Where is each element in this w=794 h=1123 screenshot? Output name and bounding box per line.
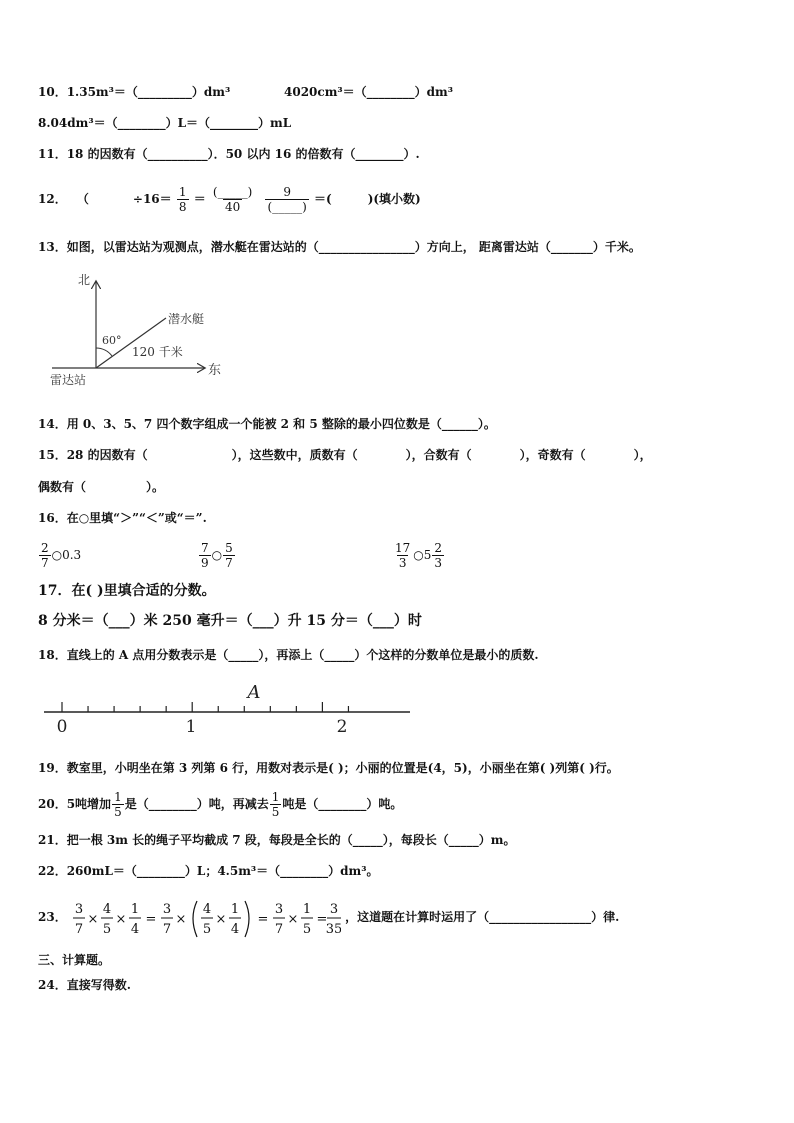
submarine-label: 潜水艇 [168, 312, 205, 326]
svg-text:3: 3 [162, 901, 172, 917]
section-3-heading: 三、计算题。 [38, 953, 111, 967]
q24: 24．直接写得数. [38, 978, 131, 992]
svg-text:=: = [257, 911, 269, 927]
svg-text:×: × [175, 911, 187, 927]
q22: 22．260mL＝（________）L；4.5m³＝（________）dm³。 [38, 864, 379, 878]
q20: 20．5吨增加 $\frac{1}{5}$ 是（________）吨，再减去 $\frac{1}{5}$ 吨是（________）吨。 [38, 790, 403, 819]
svg-text:7: 7 [162, 921, 172, 937]
q12-frac-3: $\frac{9}{(\_\_\_\_\_)}$ [267, 185, 307, 214]
nl-label-2: 2 [336, 717, 348, 736]
q13-direction-diagram [46, 270, 246, 392]
q15-b: 偶数有（ ）。 [38, 480, 165, 494]
q16-expr-2: $\frac{7}{9}$ ○ $\frac{5}{7}$ [201, 541, 233, 570]
svg-text:5: 5 [302, 921, 312, 937]
svg-text:×: × [215, 911, 227, 927]
svg-text:5: 5 [102, 921, 112, 937]
svg-text:3: 3 [329, 901, 339, 917]
q13-text: 13．如图，以雷达站为观测点，潜水艇在雷达站的（________________）方向上， 距离雷达站（_______）千米。 [38, 240, 641, 254]
q12-frac-2: $\frac{(\_\_\_\_\_)}{40}$ [212, 185, 253, 214]
svg-text:5: 5 [202, 921, 212, 937]
q10-line1 [38, 83, 230, 101]
q18-number-line [40, 676, 420, 736]
svg-text:3: 3 [274, 901, 284, 917]
q10-c: 8.04dm³＝（________）L＝（________）mL [38, 116, 292, 130]
svg-text:35: 35 [325, 921, 341, 937]
svg-text:=: = [316, 911, 328, 927]
svg-text:4: 4 [102, 901, 112, 917]
q19: 19．教室里，小明坐在第 3 列第 6 行，用数对表示是( )；小丽的位置是(4，5)，小丽坐在第( )列第( )行。 [38, 761, 619, 775]
q16-expr-3: $\frac{17}{3}$ ○5 $\frac{2}{3}$ [395, 541, 443, 570]
svg-text:4: 4 [202, 901, 212, 917]
q12-frac-1: $\frac{1}{8}$ [178, 185, 187, 214]
q21: 21．把一根 3m 长的绳子平均截成 7 段，每段是全长的（_____），每段长（_____）m。 [38, 833, 516, 847]
svg-text:7: 7 [274, 921, 284, 937]
svg-text:4: 4 [130, 921, 140, 937]
angle-label: 60° [102, 334, 122, 347]
q14: 14．用 0、3、5、7 四个数字组成一个能被 2 和 5 整除的最小四位数是（______）。 [38, 417, 496, 431]
svg-text:3: 3 [74, 901, 84, 917]
q17-title: 17．在( )里填合适的分数。 [38, 583, 216, 599]
q16-expr-1: $\frac{2}{7}$ ○0.3 [41, 541, 82, 570]
nl-label-0: 0 [56, 717, 68, 736]
svg-text:×: × [287, 911, 299, 927]
svg-text:1: 1 [230, 901, 240, 917]
nl-label-1: 1 [185, 717, 197, 736]
q11: 11．18 的因数有（__________）．50 以内 16 的倍数有（________）. [38, 147, 420, 161]
north-label: 北 [77, 273, 90, 287]
svg-text:1: 1 [302, 901, 312, 917]
q23-formula [71, 895, 341, 941]
svg-text:×: × [115, 911, 127, 927]
q17-line: 8 分米＝（___）米 250 毫升＝（___）升 15 分＝（___）时 [38, 613, 422, 629]
svg-text:×: × [87, 911, 99, 927]
angle-arc [96, 348, 112, 356]
q16-title: 16．在○里填“＞”“＜”或“＝”. [38, 511, 207, 525]
q10-a: 10．1.35m³＝（_________）dm³ [38, 85, 231, 99]
svg-text:=: = [145, 911, 157, 927]
nl-point-a: A [247, 682, 261, 703]
svg-text:7: 7 [74, 921, 84, 937]
q23: 23． 3 7 × 4 5 × 1 4 = 3 7 × 4 5 × 1 4 = 3 7 × 1 5 = 3 35 ，这道题在计算时运用了（_________________）律. [38, 894, 619, 941]
q18-text: 18．直线上的 A 点用分数表示是（_____），再添上（_____）个这样的分数单位是最小的质数. [38, 648, 539, 662]
east-label: 东 [208, 363, 222, 378]
q12: 12． （ ÷16＝ $\frac{1}{8}$ ＝ $\frac{(\_\_\_\_\_)}{40}$ $\frac{9}{(\_\_\_\_\_)}$ ＝( )(填小数) [38, 185, 421, 214]
q10-b: 4020cm³＝（________）dm³ [284, 85, 454, 99]
q15-a: 15．28 的因数有（ ），这些数中，质数有（ ），合数有（ ），奇数有（ ）， [38, 448, 652, 462]
distance-label: 120 千米 [132, 345, 183, 359]
station-label: 雷达站 [50, 373, 87, 387]
svg-text:1: 1 [130, 901, 140, 917]
svg-text:4: 4 [230, 921, 240, 937]
